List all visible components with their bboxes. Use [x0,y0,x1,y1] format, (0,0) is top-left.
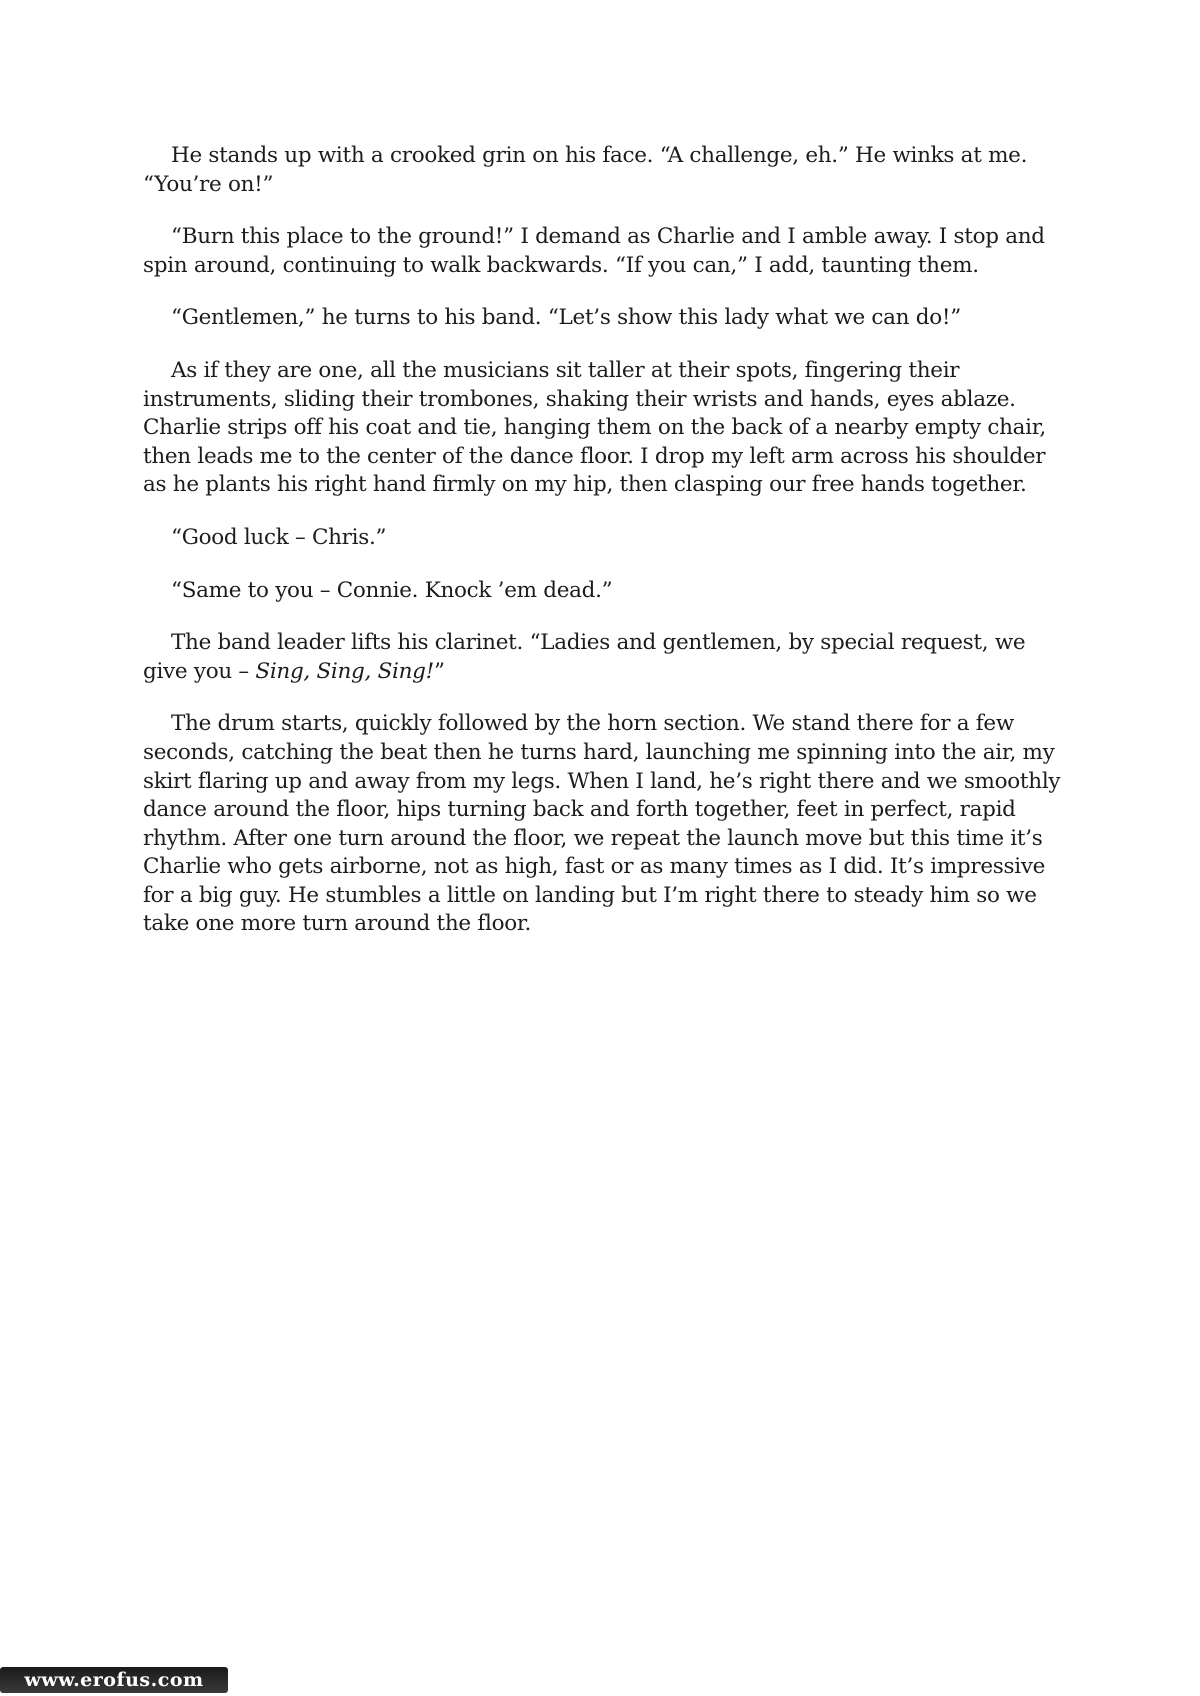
paragraph-6: “Same to you – Connie. Knock ’em dead.” [171,577,613,603]
paragraph-2: “Burn this place to the ground!” I demand as Charlie and I amble away. I stop and spin around, continuing to walk backwards. “If you can,” I add, taunting them. [143,224,1045,278]
paragraph-8: The drum starts, quickly followed by the horn section. We stand there for a few seconds, catching the beat then he turns hard, launching me spinning into the air, my skirt flaring up and away from my legs. When I land, he’s right there and we smoothly dance around the floor, hips turning back and forth together, feet in perfect, rapid rhythm. After one turn around the floor, we repeat the launch move but this time it’s Charlie who gets airborne, not as high, fast or as many times as I did. It’s impressive for a big guy. He stumbles a little on landing but I’m right there to steady him so we take one more turn around the floor. [143,711,1061,937]
watermark-text: www.erofus.com [24,1669,204,1691]
paragraph-7 [143,629,1063,686]
watermark-badge [0,1667,228,1693]
body-text [143,142,1063,963]
paragraph-3: “Gentlemen,” he turns to his band. “Let’s show this lady what we can do!” [171,305,961,331]
song-title: Sing, Sing, Sing! [255,658,434,684]
paragraph-7-closing-quote: ” [433,658,445,684]
paragraph-7-text: The band leader lifts his clarinet. “Ladies and gentlemen, by special request, we give you – [143,630,1026,684]
paragraph-1: He stands up with a crooked grin on his face. “A challenge, eh.” He winks at me. “You’re on!” [143,143,1028,197]
paragraph-4: As if they are one, all the musicians sit taller at their spots, fingering their instruments, sliding their trombones, shaking their wrists and hands, eyes ablaze. Charlie strips off his coat and tie, hanging them on the back of a nearby empty chair, then leads me to the center of the dance floor. I drop my left arm across his shoulder as he plants his right hand firmly on my hip, then clasping our free hands together. [143,357,1046,498]
paragraph-5: “Good luck – Chris.” [171,524,387,550]
